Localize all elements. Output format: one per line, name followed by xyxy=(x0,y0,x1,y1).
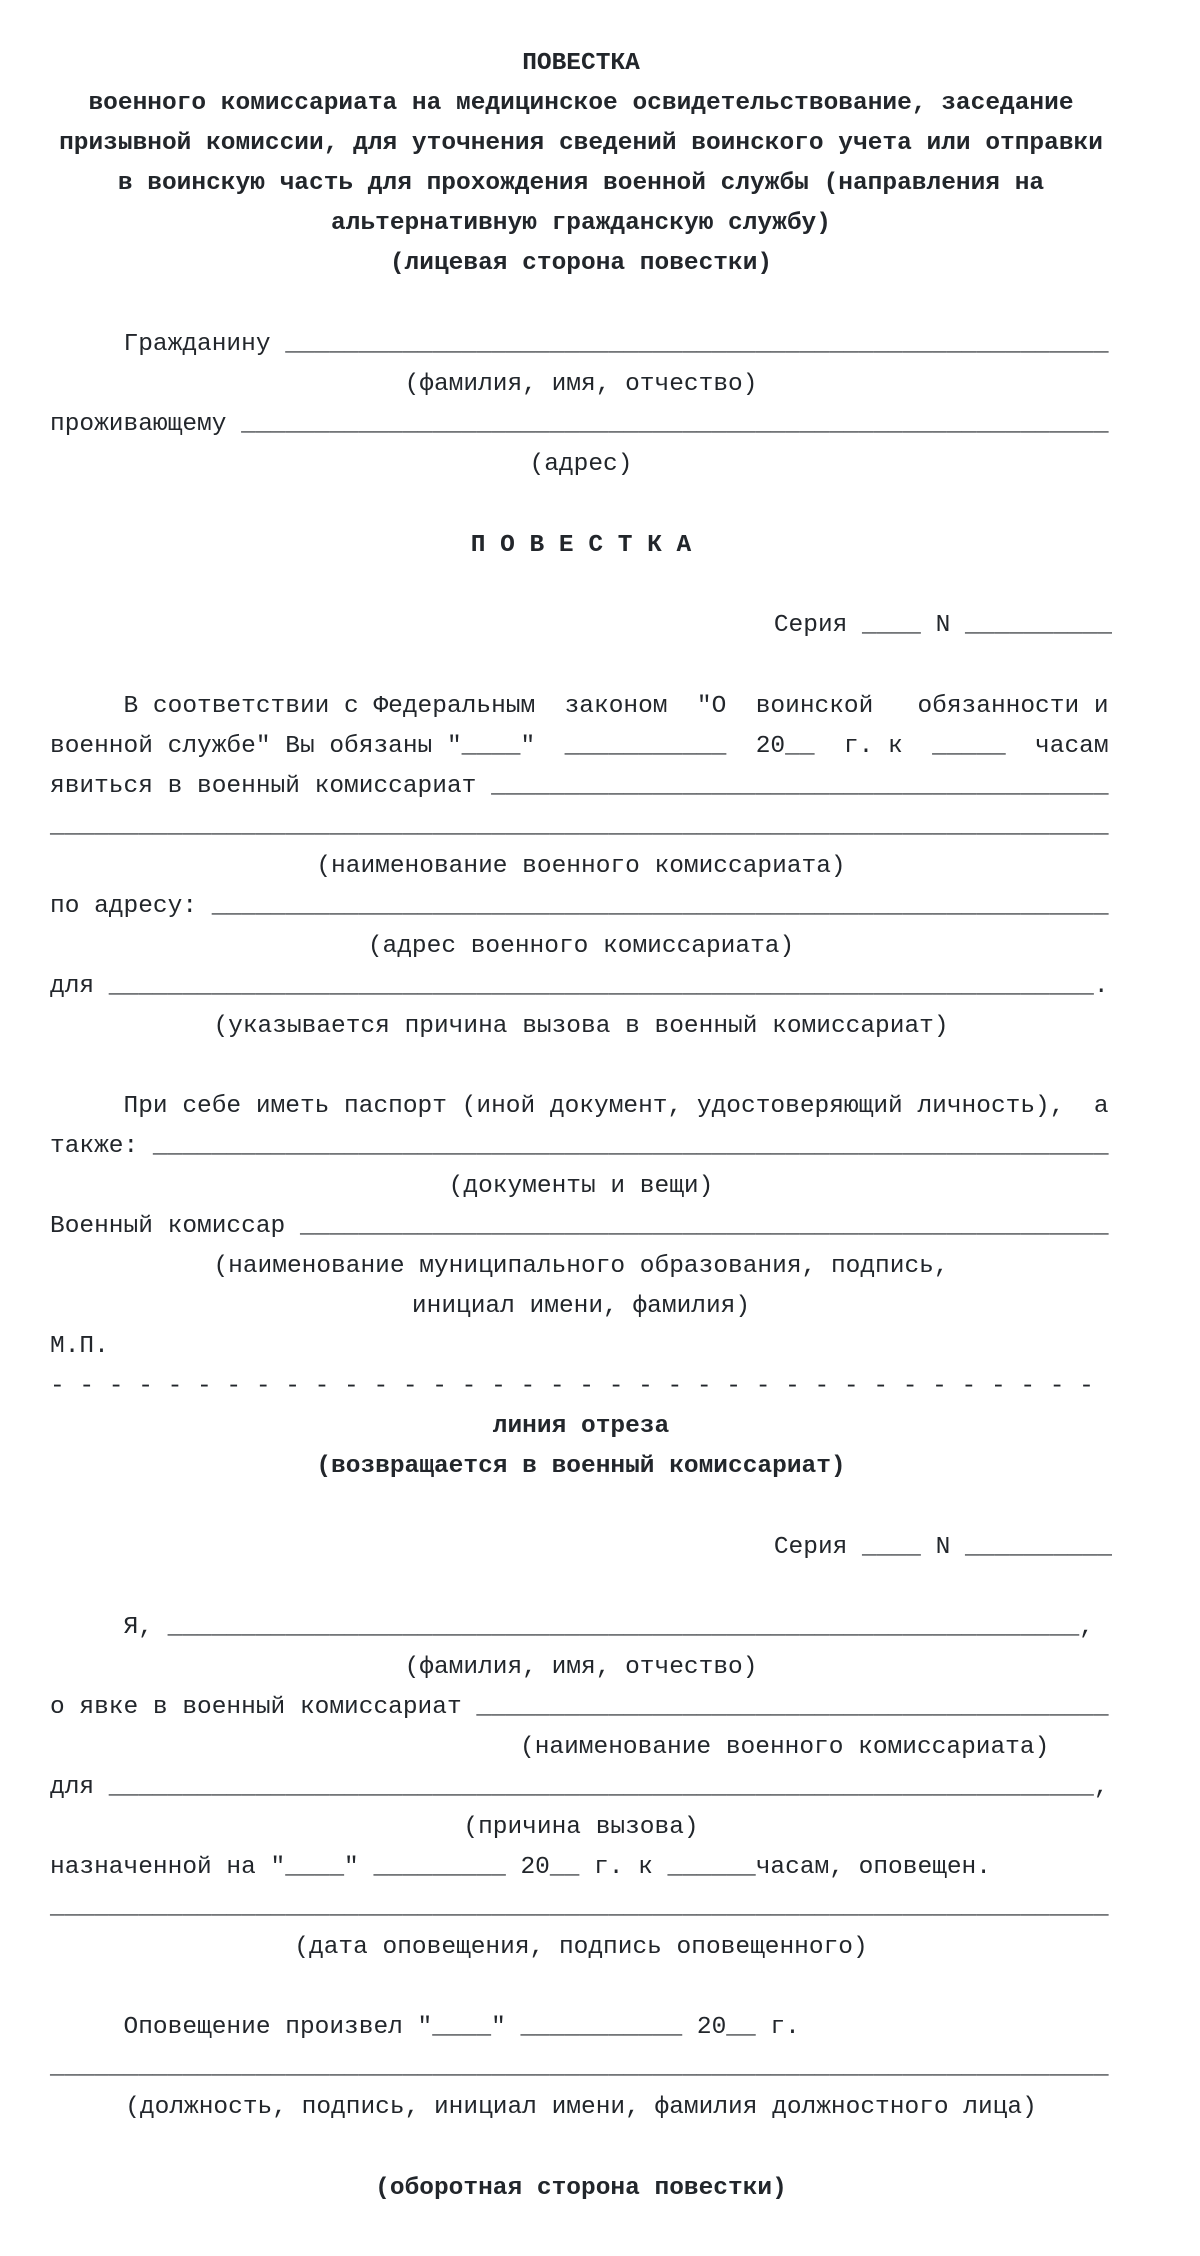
cut-line-label: линия отреза xyxy=(492,1413,670,1440)
blank-line: ________________________________________________________________________ xyxy=(50,813,1109,840)
commissariat-field: явиться в военный комиссариат __________________________________________ xyxy=(50,773,1109,800)
form-subtitle-line: альтернативную гражданскую службу) xyxy=(331,210,831,237)
back-side-label: (оборотная сторона повестки) xyxy=(375,2175,787,2202)
form-subtitle-line: военного комиссариата на медицинское освидетельствование, заседание xyxy=(88,90,1074,117)
field-caption: (причина вызова) xyxy=(463,1814,699,1841)
seal-mark: М.П. xyxy=(50,1333,109,1360)
field-caption: (дата оповещения, подпись оповещенного) xyxy=(294,1934,868,1961)
body-text: В соответствии с Федеральным законом "О воинской обязанности и xyxy=(50,693,1109,720)
form-subtitle-line: призывной комиссии, для уточнения сведений воинского учета или отправки xyxy=(59,130,1103,157)
documents-field: также: _________________________________________________________________ xyxy=(50,1133,1109,1160)
field-caption: (адрес военного комиссариата) xyxy=(367,933,795,960)
residence-field: проживающему ___________________________________________________________ xyxy=(50,411,1109,438)
field-caption: инициал имени, фамилия) xyxy=(411,1293,751,1320)
field-caption: (документы и вещи) xyxy=(448,1173,714,1200)
purpose-field: для ___________________________________________________________________. xyxy=(50,973,1109,1000)
name-field: Я, ______________________________________________________________, xyxy=(50,1614,1094,1641)
body-text: военной службе" Вы обязаны "____" ___________ 20__ г. к _____ часам xyxy=(50,733,1109,760)
front-side-label: (лицевая сторона повестки) xyxy=(389,250,773,277)
summons-heading: П О В Е С Т К А xyxy=(470,532,692,559)
field-caption: (должность, подпись, инициал имени, фамилия должностного лица) xyxy=(125,2094,1037,2121)
return-note: (возвращается в военный комиссариат) xyxy=(316,1453,846,1480)
commissar-field: Военный комиссар _______________________________________________________ xyxy=(50,1213,1109,1240)
address-field: по адресу: _____________________________________________________________ xyxy=(50,893,1109,920)
series-number-field: Серия ____ N __________ xyxy=(773,1534,1112,1561)
field-caption: (адрес) xyxy=(529,451,633,478)
form-subtitle-line: в воинскую часть для прохождения военной службы (направления на xyxy=(117,170,1045,197)
appointment-field: назначенной на "____" _________ 20__ г. к ______часам, оповещен. xyxy=(50,1854,991,1881)
field-caption: (наименование военного комиссариата) xyxy=(520,1734,1050,1761)
notification-field: Оповещение произвел "____" ___________ 20__ г. xyxy=(50,2014,800,2041)
citizen-field: Гражданину ________________________________________________________ xyxy=(50,331,1109,358)
form-title: ПОВЕСТКА xyxy=(522,50,640,77)
commissariat-field: о явке в военный комиссариат ___________________________________________ xyxy=(50,1694,1109,1721)
series-number-field: Серия ____ N __________ xyxy=(773,612,1112,639)
field-caption: (наименование муниципального образования, подпись, xyxy=(213,1253,949,1280)
field-caption: (фамилия, имя, отчество) xyxy=(404,1654,758,1681)
cut-line: - - - - - - - - - - - - - - - - - - - - - - - - - - - - - - - - - - - - xyxy=(50,1373,1094,1400)
field-caption: (фамилия, имя, отчество) xyxy=(404,371,758,398)
blank-line: ________________________________________________________________________ xyxy=(50,1894,1109,1921)
purpose-field: для ___________________________________________________________________, xyxy=(50,1774,1109,1801)
blank-line: ________________________________________________________________________ xyxy=(50,2054,1109,2081)
field-caption: (указывается причина вызова в военный комиссариат) xyxy=(213,1013,949,1040)
field-caption: (наименование военного комиссариата) xyxy=(316,853,846,880)
body-text: При себе иметь паспорт (иной документ, удостоверяющий личность), а xyxy=(50,1093,1109,1120)
